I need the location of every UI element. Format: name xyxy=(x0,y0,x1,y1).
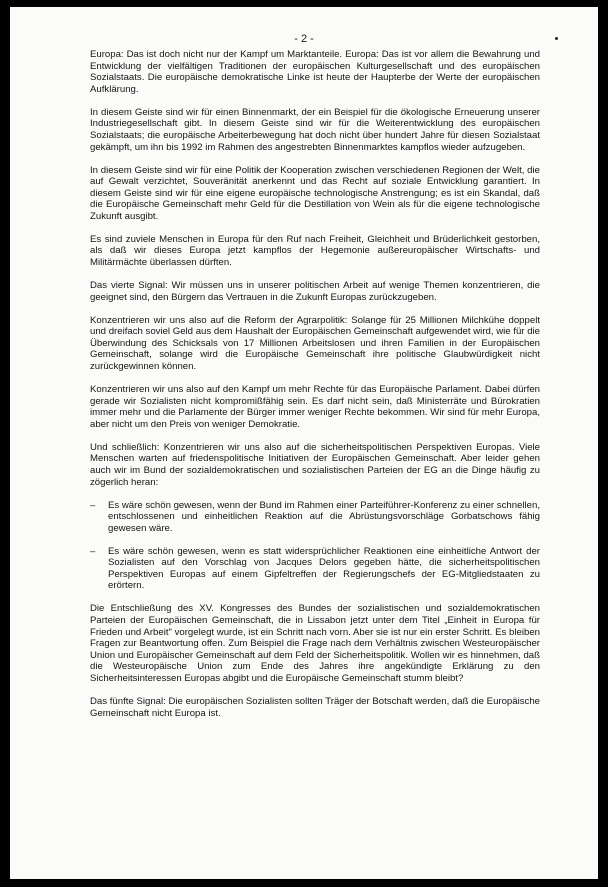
paragraph: Konzentrieren wir uns also auf die Reform der Agrarpolitik: Solange für 25 Millionen Milchkühe doppelt und dreifach soviel Geld aus dem Haushalt der Europäischen Gemeinschaft aufgewendet wird, wie für die Überwindung des Schicksals von 17 Millionen Arbeitslosen und ihren Familien in der Europäischen Gemeinschaft, solange wird die Europäische Gemeinschaft ihre politische Glaubwürdigkeit nicht zurückgewinnen können. xyxy=(90,314,540,373)
paragraph: Europa: Das ist doch nicht nur der Kampf um Marktanteile. Europa: Das ist vor allem die Bewahrung und Entwicklung der vielfältigen Traditionen der europäischen Kulturgesellschaft und des europäischen Sozialstaats. Die europäische demokratische Linke ist heute der Haupterbe der Werte der europäischen Aufklärung. xyxy=(90,49,540,95)
bullet-item xyxy=(90,546,540,592)
paragraph: Das fünfte Signal: Die europäischen Sozialisten sollten Träger der Botschaft werden, daß die Europäische Gemeinschaft nicht Europa ist. xyxy=(90,696,540,719)
bullet-text: Es wäre schön gewesen, wenn es statt widersprüchlicher Reaktionen eine einheitliche Antwort der Sozialisten auf den Vorschlag von Jacques Delors gegeben hätte, die sicherheitspolitischen Perspektiven Europas auf einem Gipfeltreffen der Regierungschefs der EG-Mitgliedstaaten zu erörtern. xyxy=(108,545,540,592)
paragraph: In diesem Geiste sind wir für einen Binnenmarkt, der ein Beispiel für die ökologische Erneuerung unserer Industriegesellschaft gibt. In diesem Geiste sind wir für die Weiterentwicklung des europäischen Sozialstaats; die europäische Arbeiterbewegung hat doch nicht über hundert Jahre für diesen Sozialstaat gekämpft, um ihn bis 1992 im Rahmen des angestrebten Binnenmarktes kampflos wieder aufzugeben. xyxy=(90,106,540,153)
document-page xyxy=(10,7,598,879)
paragraph: Konzentrieren wir uns also auf den Kampf um mehr Rechte für das Europäische Parlament. Dabei dürfen gerade wir Sozialisten nicht kompromißfähig sein. Es darf nicht sein, daß Ministerräte und Bürokratien immer mehr und die Parlamente der Bürger immer weniger Rechte bekommen. Wir sind für mehr Europa, aber nicht um den Preis von weniger Demokratie. xyxy=(90,384,540,430)
paragraph: Es sind zuviele Menschen in Europa für den Ruf nach Freiheit, Gleichheit und Brüderlichkeit gestorben, als daß wir dieses Europa jetzt kampflos der Hegemonie außereuropäischer Wirtschafts- und Militärmächte überlassen dürften. xyxy=(90,233,540,269)
bullet-dash: – xyxy=(90,499,96,511)
scan-mark xyxy=(555,37,558,40)
paragraph: Und schließlich: Konzentrieren wir uns also auf die sicherheitspolitischen Perspektiven Europas. Viele Menschen warten auf friedenspolitische Initiativen der Europäischen Gemeinschaft. Aber leider gehen auch wir im Bund der sozialdemokratischen und sozialistischen Parteien der EG an die Dinge häufig zu zögerlich heran: xyxy=(90,441,540,488)
bullet-text: Es wäre schön gewesen, wenn der Bund im Rahmen einer Parteiführer-Konferenz zu einer schnellen, entschlossenen und einheitlichen Reaktion auf die Abrüstungsvorschläge Gorbatschows fähig gewesen wäre. xyxy=(108,499,540,534)
bullet-dash: – xyxy=(90,545,96,557)
document-body xyxy=(90,49,540,731)
paragraph: Das vierte Signal: Wir müssen uns in unserer politischen Arbeit auf wenige Themen konzentrieren, die geeignet sind, den Bürgern das Vertrauen in die Zukunft Europas zurückzugeben. xyxy=(90,280,540,303)
paragraph: Die Entschließung des XV. Kongresses des Bundes der sozialistischen und sozialdemokratischen Parteien der Europäischen Gemeinschaft, die in Lissabon jetzt unter dem Titel „Einheit in Europa für Frieden und Arbeit" vorgelegt wurde, ist ein Schritt nach vorn. Aber sie ist nur ein erster Schritt. Es bleiben Fragen zur Beantwortung offen. Zum Beispiel die Frage nach dem Verhältnis zwischen Westeuropäischer Union und Europäischer Gemeinschaft auf dem Feld der Sicherheitspolitik. Wollen wir es hinnehmen, daß die Westeuropäische Union zum Ende des Jahres ihre angekündigte Erklärung zu den Sicherheitsinteressen Europas abgibt und die Europäische Gemeinschaft stumm bleibt? xyxy=(90,603,540,685)
paragraph: In diesem Geiste sind wir für eine Politik der Kooperation zwischen verschiedenen Regionen der Welt, die auf Gewalt verzichtet, Souveränität anerkennt und das Recht auf soziale Entwicklung garantiert. In diesem Geiste sind wir für eine eigene europäische technologische Anstrengung; es ist ein Skandal, daß die Europäische Gemeinschaft mehr Geld für die Destillation von Wein als für die eigene technologische Zukunft ausgibt. xyxy=(90,164,540,222)
page-number: - 2 - xyxy=(294,33,314,45)
bullet-item xyxy=(90,500,540,535)
